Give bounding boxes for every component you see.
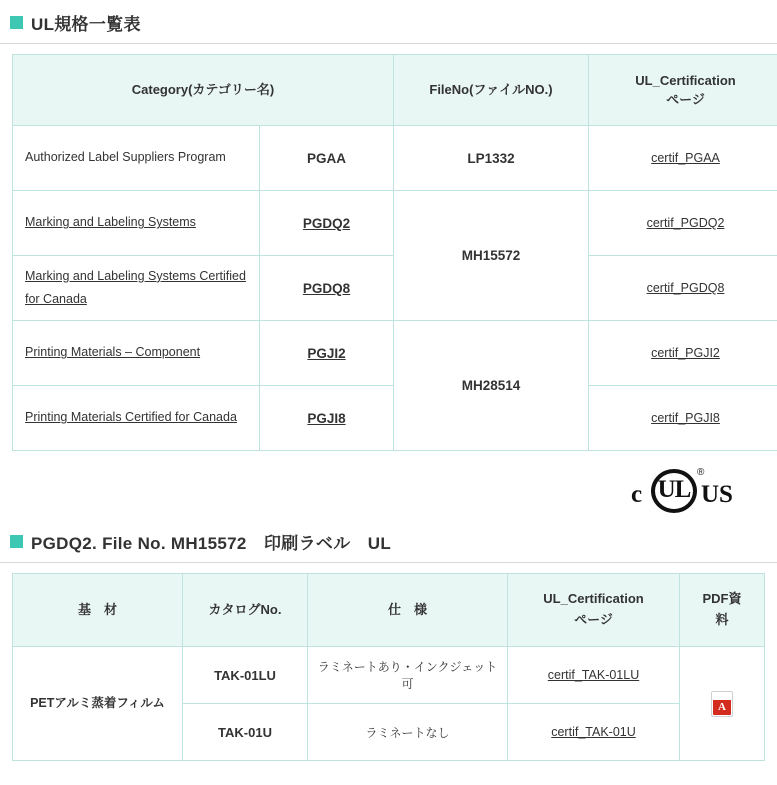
col-header-ul-cert-line1: UL_Certification	[543, 591, 643, 606]
page-title: UL規格一覧表	[31, 10, 141, 35]
section2-title: PGDQ2. File No. MH15572 印刷ラベル UL	[31, 529, 391, 554]
col-header-spec: 仕 様	[308, 574, 508, 647]
col-header-ul-cert-line2: ページ	[666, 92, 705, 107]
category-link[interactable]: Printing Materials – Component	[25, 345, 200, 359]
cert-link[interactable]: certif_PGDQ8	[647, 281, 725, 295]
cert-link[interactable]: certif_PGJI8	[651, 411, 720, 425]
ul-logo-container	[0, 451, 777, 519]
ul-logo-right-letter: US	[701, 481, 733, 509]
cell-code: PGAA	[260, 126, 394, 191]
cell-category	[13, 191, 260, 256]
cell-category	[13, 256, 260, 321]
table-row	[13, 321, 777, 386]
ul-logo-mark: UL	[651, 469, 697, 513]
code-link[interactable]: PGJI2	[307, 346, 345, 361]
table-row	[13, 191, 777, 256]
cell-catalog-no: TAK-01U	[183, 704, 308, 761]
cert-link[interactable]: certif_PGJI2	[651, 346, 720, 360]
cell-base-material: PETアルミ蒸着フィルム	[13, 647, 183, 761]
code-link[interactable]: PGDQ8	[303, 281, 350, 296]
table-header-row	[13, 574, 765, 647]
cell-category: Authorized Label Suppliers Program	[13, 126, 260, 191]
cell-cert	[589, 386, 777, 451]
col-header-fileno: FileNo(ファイルNO.)	[394, 55, 589, 126]
cell-category	[13, 321, 260, 386]
ul-logo-left-letter: c	[631, 481, 642, 509]
cell-fileno: LP1332	[394, 126, 589, 191]
col-header-ul-cert	[508, 574, 680, 647]
cell-cert	[589, 321, 777, 386]
col-header-pdf-line2: 料	[715, 612, 728, 627]
ul-logo-registered: ®	[697, 467, 704, 478]
cert-link[interactable]: certif_TAK-01LU	[548, 668, 639, 682]
code-link[interactable]: PGDQ2	[303, 216, 350, 231]
cell-spec: ラミネートなし	[308, 704, 508, 761]
code-link[interactable]: PGJI8	[307, 411, 345, 426]
cell-code	[260, 256, 394, 321]
col-header-base-material: 基 材	[13, 574, 183, 647]
table-row	[13, 647, 765, 704]
cell-cert	[508, 704, 680, 761]
heading-divider	[0, 43, 777, 44]
pdf-icon[interactable]	[711, 691, 733, 717]
cell-cert	[589, 126, 777, 191]
cell-fileno: MH28514	[394, 321, 589, 451]
section-heading-ul-list	[10, 10, 777, 35]
ul-standards-table	[12, 54, 777, 451]
cell-code	[260, 386, 394, 451]
category-link[interactable]: Printing Materials Certified for Canada	[25, 410, 237, 424]
cell-fileno: MH15572	[394, 191, 589, 321]
table-row	[13, 126, 777, 191]
col-header-ul-cert-line2: ページ	[574, 612, 613, 627]
category-link[interactable]: Marking and Labeling Systems	[25, 215, 196, 229]
cell-category	[13, 386, 260, 451]
section-heading-pgdq2	[10, 529, 777, 554]
cell-catalog-no: TAK-01LU	[183, 647, 308, 704]
col-header-category: Category(カテゴリー名)	[13, 55, 394, 126]
bullet-square-icon	[10, 535, 23, 548]
cell-pdf	[680, 647, 765, 761]
cert-link[interactable]: certif_TAK-01U	[551, 725, 636, 739]
cell-cert	[589, 256, 777, 321]
bullet-square-icon	[10, 16, 23, 29]
col-header-catalog-no: カタログNo.	[183, 574, 308, 647]
cell-spec: ラミネートあり・インクジェット可	[308, 647, 508, 704]
col-header-ul-cert	[589, 55, 777, 126]
cert-link[interactable]: certif_PGDQ2	[647, 216, 725, 230]
col-header-ul-cert-line1: UL_Certification	[635, 73, 735, 88]
heading-divider	[0, 562, 777, 563]
cell-code	[260, 191, 394, 256]
col-header-pdf-line1: PDF資	[702, 591, 741, 606]
pgdq2-products-table	[12, 573, 765, 761]
table-header-row	[13, 55, 777, 126]
cell-cert	[508, 647, 680, 704]
ul-listed-mark-icon	[631, 469, 749, 513]
category-link[interactable]: Marking and Labeling Systems Certified for Canada	[25, 269, 246, 306]
page-container	[0, 10, 777, 761]
cell-cert	[589, 191, 777, 256]
cell-code	[260, 321, 394, 386]
cert-link[interactable]: certif_PGAA	[651, 151, 720, 165]
col-header-pdf	[680, 574, 765, 647]
